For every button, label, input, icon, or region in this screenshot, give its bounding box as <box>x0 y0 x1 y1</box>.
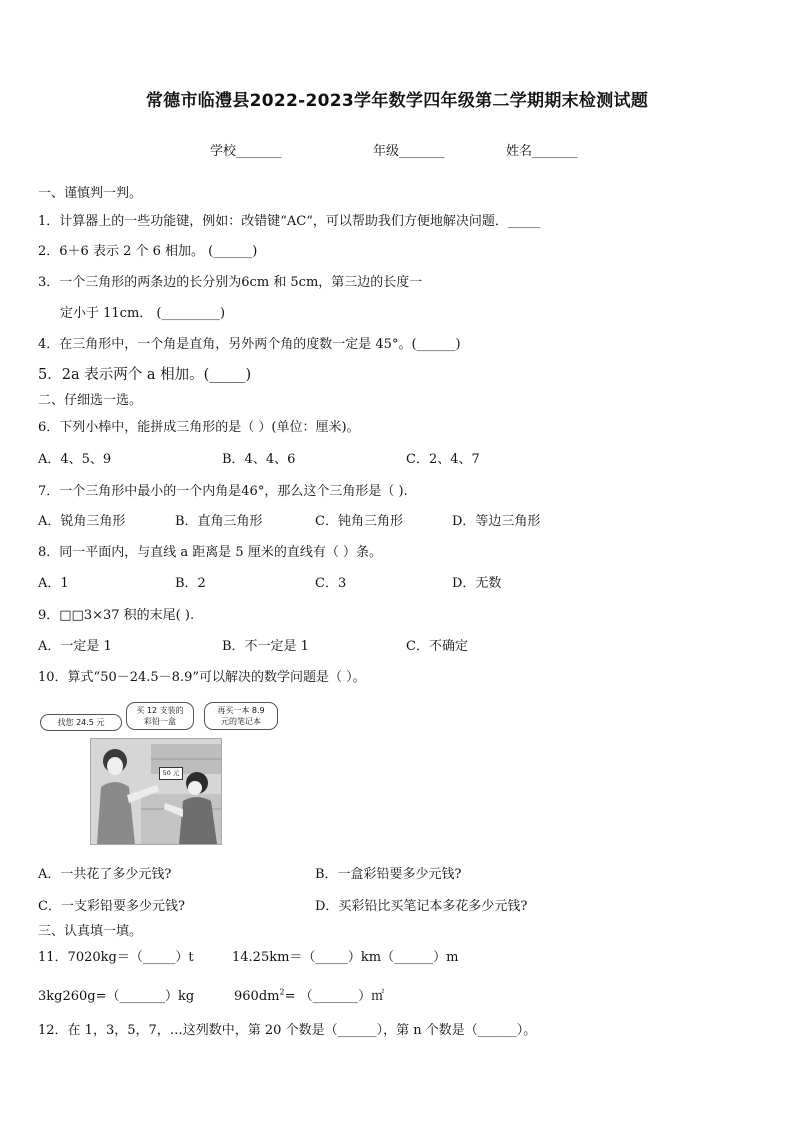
question-7: 7．一个三角形中最小的一个内角是46°，那么这个三角形是（ ). <box>38 484 408 499</box>
question-4: 4．在三角形中，一个角是直角，另外两个角的度数一定是 45°。(______) <box>38 337 461 352</box>
page-title: 常德市临澧县2022-2023学年数学四年级第二学期期末检测试题 <box>145 91 649 111</box>
q8-option-d: D．无数 <box>452 576 502 591</box>
shopping-photo <box>90 738 222 845</box>
question-3-line-2: 定小于 11cm． (_________) <box>60 306 226 321</box>
q9-option-a: A．一定是 1 <box>38 639 112 654</box>
speech-bubble-change: 找您 24.5 元 <box>40 714 122 731</box>
q6-option-b: B．4、4、6 <box>222 452 296 467</box>
question-11-part-c: 3kg260g=（_______）kg <box>38 989 195 1004</box>
question-9: 9．□□3×37 积的末尾( ). <box>38 608 195 623</box>
shop-scene-icon <box>91 739 221 844</box>
q9-option-b: B．不一定是 1 <box>222 639 309 654</box>
q7-option-b: B．直角三角形 <box>175 514 263 529</box>
q9-option-c: C．不确定 <box>406 639 468 654</box>
question-10: 10．算式“50－24.5－8.9”可以解决的数学问题是（ ）。 <box>38 670 366 685</box>
question-11-part-b: 14.25km＝（_____）km（______）m <box>232 950 459 965</box>
q8-option-c: C．3 <box>315 576 347 591</box>
q7-option-c: C．钝角三角形 <box>315 514 403 529</box>
section-2-heading: 二、仔细选一选。 <box>38 393 143 408</box>
q10-option-d: D．买彩铅比买笔记本多花多少元钱? <box>315 899 528 914</box>
speech-bubble-pencils: 买 12 支装的 彩铅一盒 <box>126 702 194 730</box>
speech-bubble-notebook: 再买一本 8.9 元的笔记本 <box>204 702 278 730</box>
q10-option-b: B．一盒彩铅要多少元钱? <box>315 867 462 882</box>
question-1: 1．计算器上的一些功能键，例如：改错键“AC“，可以帮助我们方便地解决问题．_____ <box>38 214 541 229</box>
name-field: 姓名_______ <box>506 144 578 159</box>
grade-field: 年级_______ <box>373 144 445 159</box>
q6-option-c: C．2、4、7 <box>406 452 480 467</box>
q7-option-a: A．锐角三角形 <box>38 514 126 529</box>
section-1-heading: 一、谨慎判一判。 <box>38 186 143 201</box>
question-8: 8．同一平面内，与直线 a 距离是 5 厘米的直线有（ ）条。 <box>38 545 382 560</box>
q11d-answer: = （_______）㎡ <box>284 989 385 1004</box>
q8-option-a: A．1 <box>38 576 69 591</box>
question-6: 6．下列小棒中，能拼成三角形的是（ ）(单位：厘米)。 <box>38 420 360 435</box>
school-field: 学校_______ <box>210 144 282 159</box>
q10-option-c: C．一支彩铅要多少元钱? <box>38 899 185 914</box>
question-12: 12．在 1，3，5，7，…这列数中，第 20 个数是（______），第 n 个数是（______）。 <box>38 1023 537 1038</box>
q10-illustration <box>38 700 283 845</box>
q11d-value: 960dm <box>234 989 280 1004</box>
q6-option-a: A．4、5、9 <box>38 452 112 467</box>
section-3-heading: 三、认真填一填。 <box>38 924 143 939</box>
q7-option-d: D．等边三角形 <box>452 514 541 529</box>
q8-option-b: B．2 <box>175 576 206 591</box>
question-11-part-a: 11．7020kg＝（_____）t <box>38 950 194 965</box>
q10-option-a: A．一共花了多少元钱? <box>38 867 172 882</box>
q11d-exponent: 2 <box>279 987 285 997</box>
price-tag: 50 元 <box>159 767 183 780</box>
question-11-part-d <box>234 985 384 1004</box>
question-2: 2．6＋6 表示 2 个 6 相加。 (______) <box>38 244 258 259</box>
question-3-line-1: 3．一个三角形的两条边的长分别为6cm 和 5cm，第三边的长度一 <box>38 275 423 290</box>
question-5: 5．2a 表示两个 a 相加。(_____) <box>38 367 252 383</box>
